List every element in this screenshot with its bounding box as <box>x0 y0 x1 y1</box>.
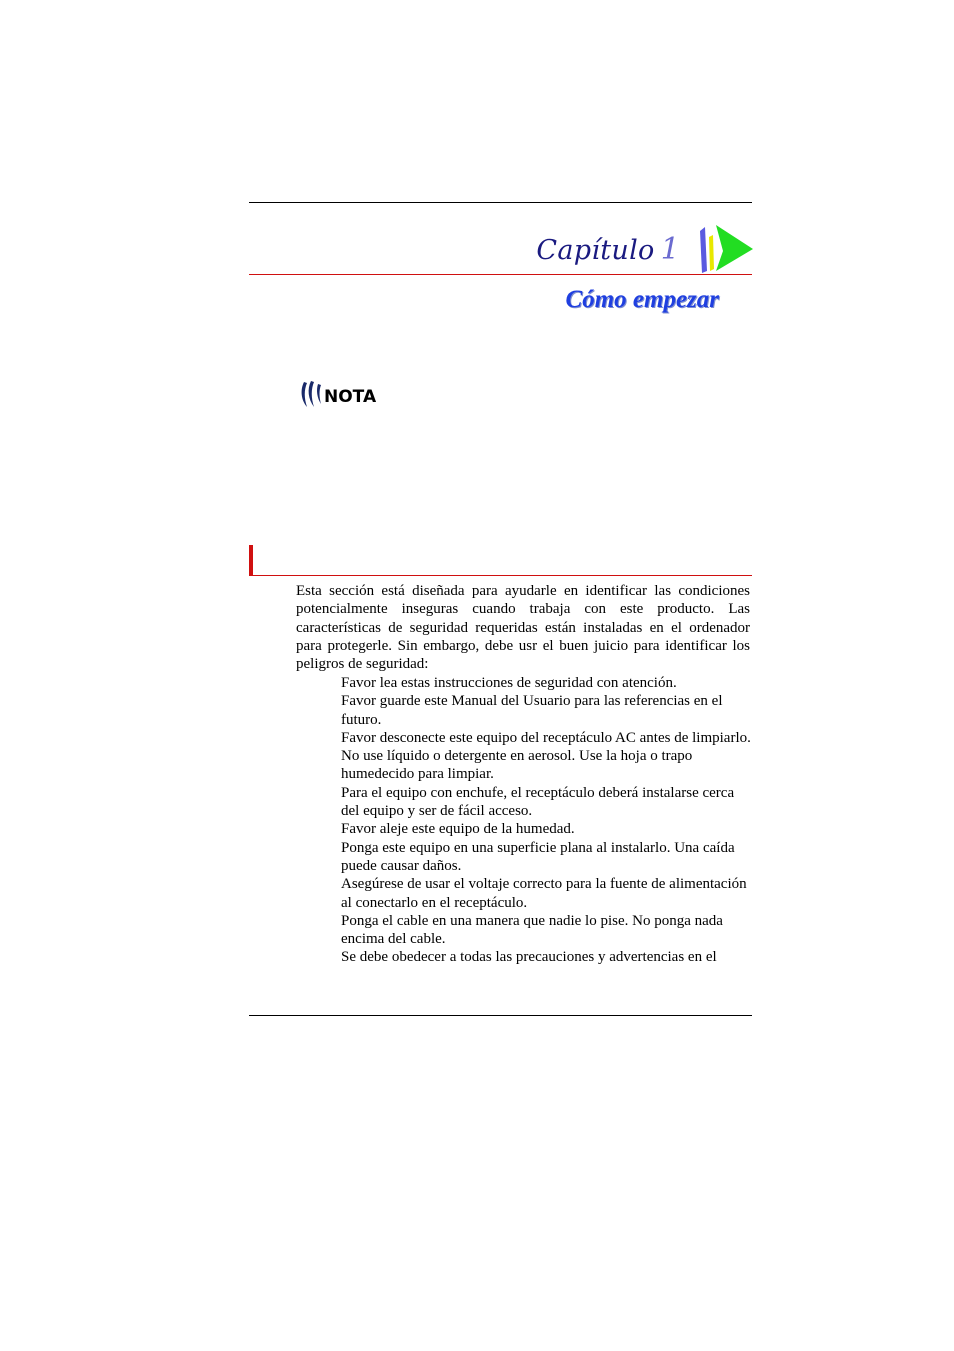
section-rule <box>249 575 752 576</box>
header-rule-top <box>249 202 752 203</box>
list-item: Para el equipo con enchufe, el receptáculo deberá instalarse cerca del equipo y ser de fácil acceso. <box>341 784 735 820</box>
chapter-arrow-icon <box>697 223 755 275</box>
section-marker <box>249 545 253 575</box>
list-item: Asegúrese de usar el voltaje correcto para la fuente de alimentación al conectarlo en el receptáculo. <box>341 876 747 911</box>
safety-list <box>341 674 751 967</box>
note-label: NOTA <box>324 387 377 407</box>
list-item: Favor guarde este Manual del Usuario para las referencias en el futuro. <box>341 693 723 728</box>
list-item: Favor desconecte este equipo del receptáculo AC antes de limpiarlo. No use líquido o detergente en aerosol. Use la hoja o trapo humedecido para limpiar. <box>341 729 751 783</box>
list-item: Se debe obedecer a todas las precauciones y advertencias en el <box>341 949 717 966</box>
footer-rule <box>249 1015 752 1016</box>
list-item: Ponga este equipo en una superficie plana al instalarlo. Una caída puede causar daños. <box>341 839 735 874</box>
chapter-rule-red <box>249 274 752 275</box>
chapter-word: Capítulo <box>536 235 655 266</box>
list-item: Ponga el cable en una manera que nadie lo pise. No ponga nada encima del cable. <box>341 912 723 948</box>
chapter-title: Cómo empezar <box>565 286 719 313</box>
chapter-heading <box>520 232 680 267</box>
section-intro: Esta sección está diseñada para ayudarle en identificar las condiciones potencialmente inseguras cuando trabaja con este producto. Las características de seguridad requeridas están instaladas en el ordenador para protegerle. Sin embargo, debe usr el buen juicio para identificar los peligros de seguridad: <box>296 583 750 673</box>
list-item: Favor lea estas instrucciones de seguridad con atención. <box>341 675 677 691</box>
note-logo <box>298 378 384 415</box>
list-item: Favor aleje este equipo de la humedad. <box>341 821 575 838</box>
note-icon <box>298 378 384 410</box>
chapter-number: 1 <box>660 232 680 267</box>
